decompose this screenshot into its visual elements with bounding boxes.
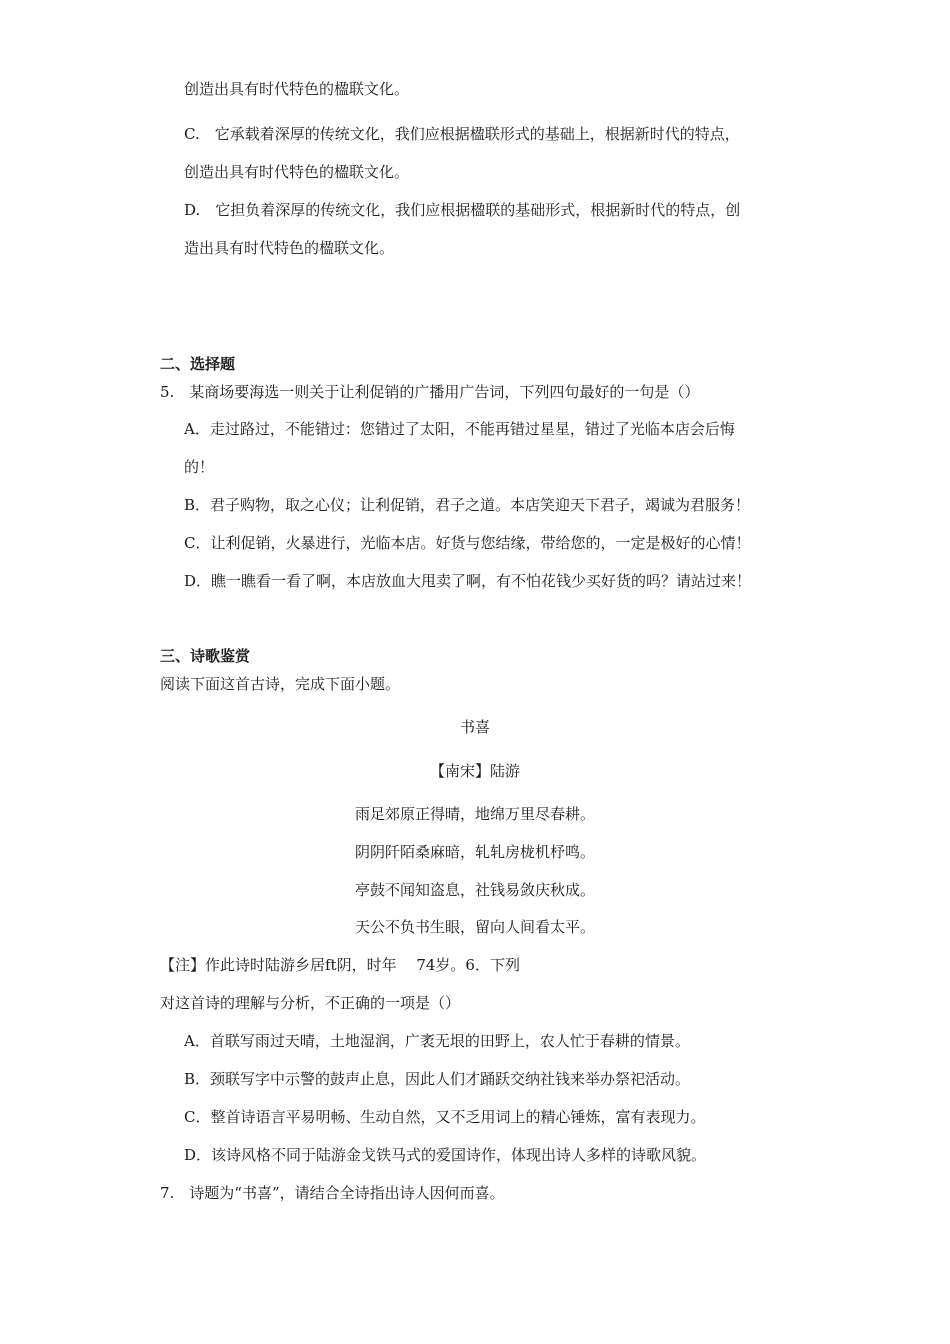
q4-option-c-line2: 创造出具有时代特色的楹联文化。 (184, 163, 410, 181)
q6-option-a: A．首联写雨过天晴，土地湿润，广袤无垠的田野上，农人忙于春耕的情景。 (184, 1032, 690, 1050)
q6-option-b: B．颈联写字中示警的鼓声止息，因此人们才踊跃交纳社钱来举办祭祀活动。 (184, 1070, 691, 1088)
q5-option-d: D．瞧一瞧看一看了啊，本店放血大甩卖了啊，有不怕花钱少买好货的吗？请站过来！ (184, 572, 752, 590)
section2-heading: 二、选择题 (160, 355, 236, 373)
section3-intro: 阅读下面这首古诗，完成下面小题。 (160, 675, 401, 693)
poem-line-4: 天公不负书生眼，留向人间看太平。 (354, 918, 595, 936)
q5-stem: 5. 某商场要海选一则关于让利促销的广播用广告词，下列四句最好的一句是（） (160, 383, 700, 401)
section3-heading: 三、诗歌鉴赏 (160, 647, 251, 665)
q7-stem: 7. 诗题为“书喜”，请结合全诗指出诗人因何而喜。 (160, 1184, 505, 1202)
poem-title: 书喜 (459, 718, 490, 736)
poem-author: 【南宋】陆游 (429, 762, 520, 780)
poem-note-line1: 【注】作此诗时陆游乡居ft阴，时年 74岁。6．下列 (160, 956, 520, 974)
q5-option-a-line1: A．走过路过，不能错过：您错过了太阳，不能再错过星星，错过了光临本店会后悔 (184, 420, 735, 438)
q5-option-b: B．君子购物，取之心仪；让利促销，君子之道。本店笑迎天下君子，竭诚为君服务！ (184, 496, 751, 514)
q4-option-d-line2: 造出具有时代特色的楹联文化。 (184, 239, 395, 257)
q6-option-c: C．整首诗语言平易明畅、生动自然，又不乏用词上的精心锤炼，富有表现力。 (184, 1108, 706, 1126)
q5-option-c: C．让利促销，火暴进行，光临本店。好货与您结缘，带给您的，一定是极好的心情！ (184, 534, 751, 552)
poem-line-2: 阴阴阡陌桑麻暗，轧轧房栊机杼鸣。 (354, 843, 595, 861)
q6-stem: 对这首诗的理解与分析，不正确的一项是（） (160, 994, 461, 1012)
poem-line-3: 亭鼓不闻知盗息，社钱易敛庆秋成。 (354, 881, 595, 899)
q5-option-a-line2: 的！ (184, 458, 215, 476)
q6-option-d: D．该诗风格不同于陆游金戈铁马式的爱国诗作，体现出诗人多样的诗歌风貌。 (184, 1146, 707, 1164)
q4-option-b-line2: 创造出具有时代特色的楹联文化。 (184, 80, 410, 98)
poem-line-1: 雨足郊原正得晴，地绵万里尽春耕。 (354, 805, 595, 823)
q4-option-d-line1: D. 它担负着深厚的传统文化，我们应根据楹联的基础形式，根据新时代的特点，创 (184, 201, 741, 219)
q4-option-c-line1: C. 它承载着深厚的传统文化，我们应根据楹联形式的基础上，根据新时代的特点， (184, 125, 740, 143)
